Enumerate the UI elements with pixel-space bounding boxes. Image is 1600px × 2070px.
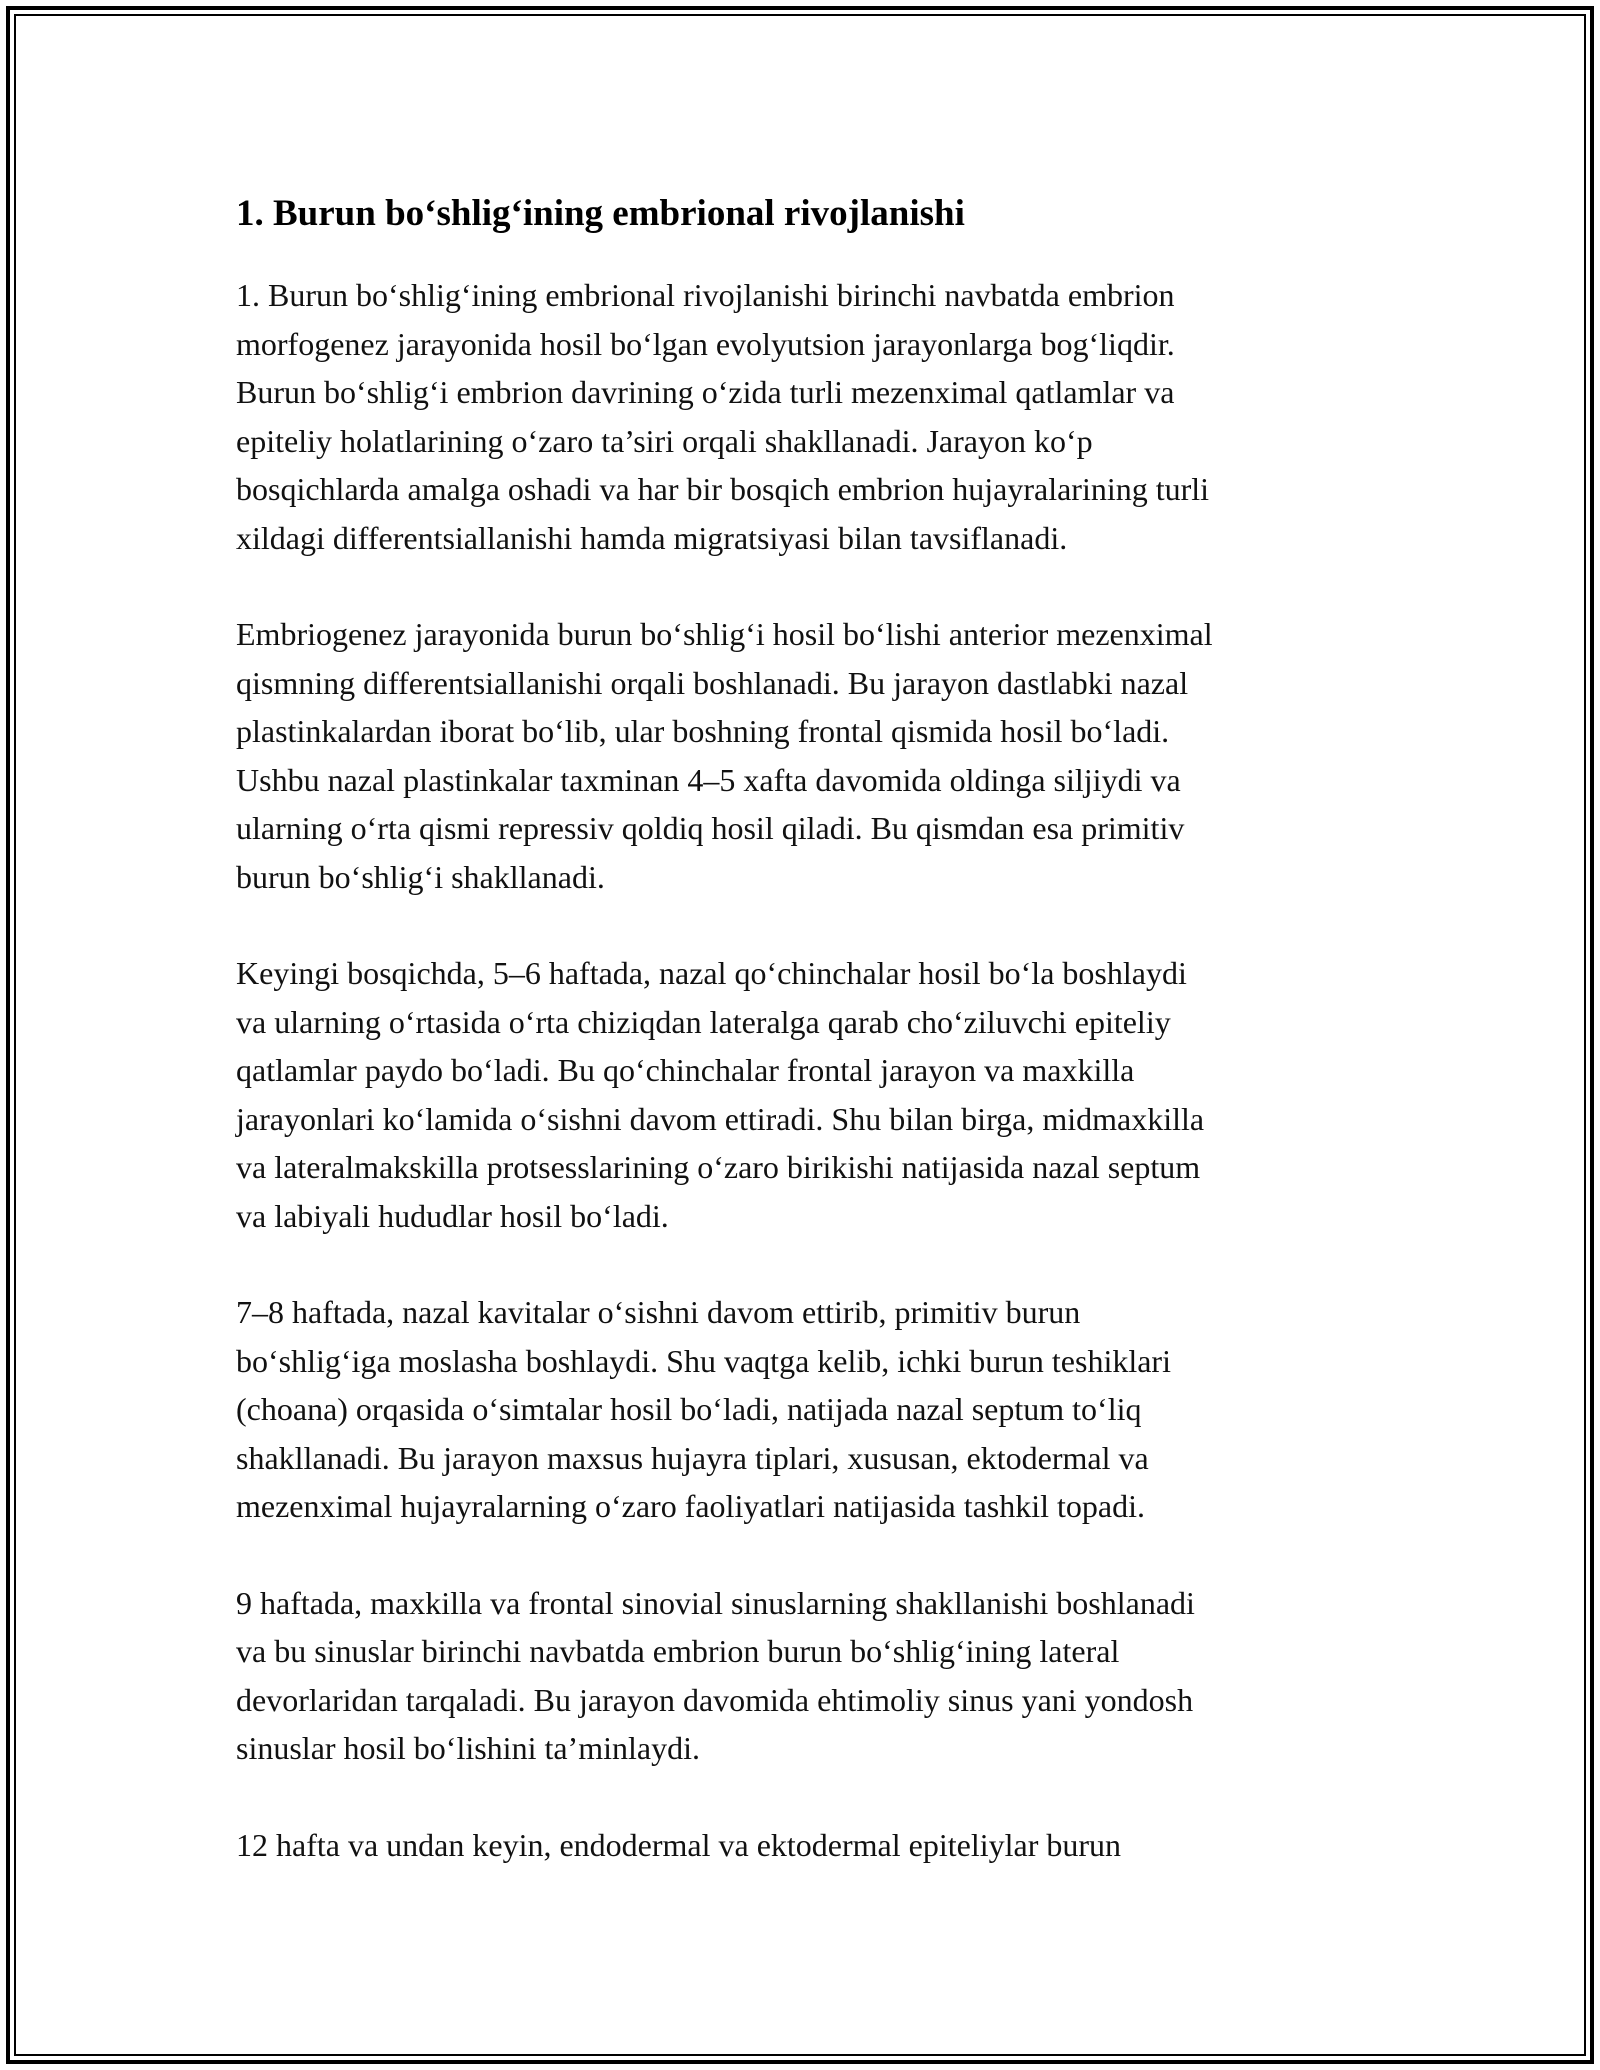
text-line: Embriogenez jarayonida burun bo‘shlig‘i hosil bo‘lishi anterior mezenximal bbox=[236, 616, 1213, 652]
paragraph-2 bbox=[236, 610, 1366, 901]
document-body bbox=[236, 186, 1366, 1917]
text-line: va ularning o‘rtasida o‘rta chiziqdan lateralga qarab cho‘ziluvchi epiteliy bbox=[236, 1003, 1171, 1040]
text-line: va lateralmakskilla protsesslarining o‘zaro birikishi natijasida nazal septum bbox=[236, 1149, 1201, 1185]
text-line: morfogenez jarayonida hosil bo‘lgan evolyutsion jarayonlarga bog‘liqdir. bbox=[236, 325, 1175, 362]
text-line: Keyingi bosqichda, 5–6 haftada, nazal qo‘chinchalar hosil bo‘la boshlaydi bbox=[236, 955, 1187, 991]
text-line: 12 hafta va undan keyin, endodermal va ektodermal epiteliylar burun bbox=[236, 1826, 1122, 1863]
text-line: va labiyali hududlar hosil bo‘ladi. bbox=[236, 1197, 669, 1234]
section-heading: 1. Burun bo‘shlig‘ining embrional rivojlanishi bbox=[236, 193, 965, 234]
text-line: epiteliy holatlarining o‘zaro ta’siri orqali shakllanadi. Jarayon ko‘p bbox=[236, 422, 1093, 459]
text-line: 9 haftada, maxkilla va frontal sinovial sinuslarning shakllanishi boshlanadi bbox=[236, 1584, 1195, 1621]
text-line: ularning o‘rta qismi repressiv qoldiq hosil qiladi. Bu qismdan esa primitiv bbox=[236, 810, 1185, 846]
text-line: mezenximal hujayralarning o‘zaro faoliyatlari natijasida tashkil topadi. bbox=[236, 1488, 1145, 1524]
text-line: burun bo‘shlig‘i shakllanadi. bbox=[236, 858, 605, 895]
text-line: xildagi differentsiallanishi hamda migratsiyasi bilan tavsiflanadi. bbox=[236, 519, 1068, 556]
text-line: 7–8 haftada, nazal kavitalar o‘sishni davom ettirib, primitiv burun bbox=[236, 1294, 1081, 1330]
text-line: qismning differentsiallanishi orqali boshlanadi. Bu jarayon dastlabki nazal bbox=[236, 664, 1189, 701]
text-line: qatlamlar paydo bo‘ladi. Bu qo‘chinchalar frontal jarayon va maxkilla bbox=[236, 1052, 1135, 1088]
text-line: va bu sinuslar birinchi navbatda embrion burun bo‘shlig‘ining lateral bbox=[236, 1633, 1120, 1669]
text-line: (choana) orqasida o‘simtalar hosil bo‘ladi, natijada nazal septum to‘liq bbox=[236, 1391, 1142, 1427]
paragraph-1 bbox=[236, 271, 1366, 562]
text-line: jarayonlari ko‘lamida o‘sishni davom ettiradi. Shu bilan birga, midmaxkilla bbox=[236, 1100, 1205, 1137]
text-line: devorlaridan tarqaladi. Bu jarayon davomida ehtimoliy sinus yani yondosh bbox=[236, 1681, 1194, 1718]
text-line: bosqichlarda amalga oshadi va har bir bosqich embrion hujayralarining turli bbox=[236, 471, 1210, 507]
text-line: Burun bo‘shlig‘i embrion davrining o‘zida turli mezenximal qatlamlar va bbox=[236, 374, 1175, 410]
text-line: shakllanadi. Bu jarayon maxsus hujayra tiplari, xususan, ektodermal va bbox=[236, 1439, 1149, 1476]
paragraph-4 bbox=[236, 1288, 1366, 1531]
text-line: plastinkalardan iborat bo‘lib, ular boshning frontal qismida hosil bo‘ladi. bbox=[236, 713, 1170, 749]
paragraph-5 bbox=[236, 1579, 1366, 1773]
text-line: bo‘shlig‘iga moslasha boshlaydi. Shu vaqtga kelib, ichki burun teshiklari bbox=[236, 1342, 1171, 1379]
paragraph-6 bbox=[236, 1821, 1366, 1870]
text-line: 1. Burun bo‘shlig‘ining embrional rivojlanishi birinchi navbatda embrion bbox=[236, 277, 1175, 313]
paragraph-3 bbox=[236, 949, 1366, 1240]
text-line: Ushbu nazal plastinkalar taxminan 4–5 xafta davomida oldinga siljiydi va bbox=[236, 761, 1181, 798]
text-line: sinuslar hosil bo‘lishini ta’minlaydi. bbox=[236, 1730, 700, 1766]
